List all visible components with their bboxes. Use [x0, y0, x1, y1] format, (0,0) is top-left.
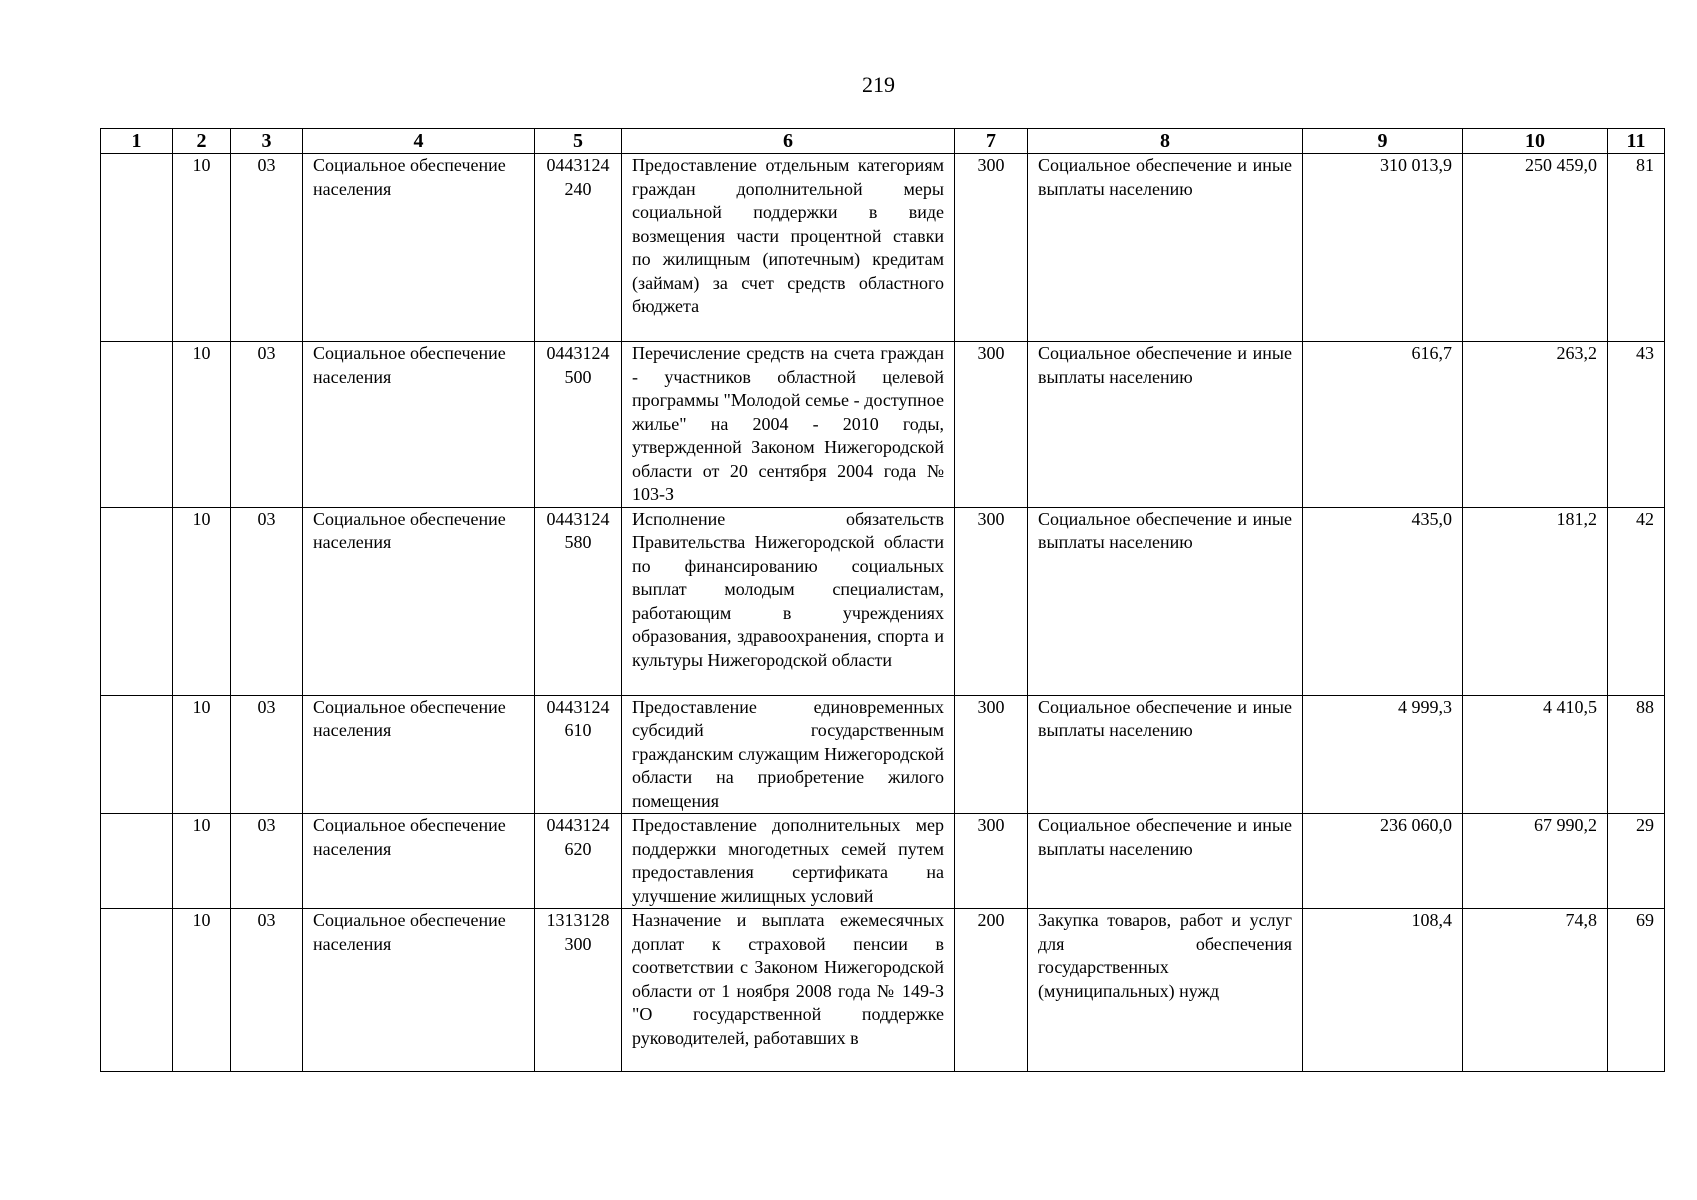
cell-expense-type-name: Социальное обеспечение и иные выплаты населению — [1028, 154, 1303, 342]
column-header-1: 1 — [101, 129, 173, 154]
cell-amount-planned: 4 999,3 — [1303, 695, 1463, 814]
cell-amount-planned: 310 013,9 — [1303, 154, 1463, 342]
cell-subsection-name: Социальное обеспечение населения — [303, 507, 535, 695]
cell-expense-type-name: Закупка товаров, работ и услуг для обеспечения государственных (муниципальных) нужд — [1028, 909, 1303, 1072]
cell-col1 — [101, 814, 173, 909]
cell-description: Исполнение обязательств Правительства Нижегородской области по финансированию социальных выплат молодым специалистам, работающим в учреждениях образования, здравоохранения, спорта и культуры Нижегородской области — [622, 507, 955, 695]
cell-section: 10 — [173, 342, 231, 508]
cell-subsection: 03 — [231, 909, 303, 1072]
column-header-7: 7 — [955, 129, 1028, 154]
cell-target-code: 0443124580 — [535, 507, 622, 695]
cell-expense-type: 300 — [955, 507, 1028, 695]
cell-percent: 29 — [1608, 814, 1665, 909]
cell-percent: 43 — [1608, 342, 1665, 508]
table-row — [101, 814, 1665, 909]
cell-col1 — [101, 909, 173, 1072]
cell-expense-type: 300 — [955, 814, 1028, 909]
table-row — [101, 507, 1665, 695]
cell-section: 10 — [173, 154, 231, 342]
cell-section: 10 — [173, 814, 231, 909]
cell-percent: 88 — [1608, 695, 1665, 814]
column-header-11: 11 — [1608, 129, 1665, 154]
cell-expense-type: 300 — [955, 695, 1028, 814]
cell-description: Предоставление дополнительных мер поддержки многодетных семей путем предоставления сертификата на улучшение жилищных условий — [622, 814, 955, 909]
cell-subsection: 03 — [231, 154, 303, 342]
table-row — [101, 695, 1665, 814]
cell-amount-planned: 616,7 — [1303, 342, 1463, 508]
cell-subsection-name: Социальное обеспечение населения — [303, 814, 535, 909]
cell-amount-planned: 236 060,0 — [1303, 814, 1463, 909]
cell-subsection-name: Социальное обеспечение населения — [303, 342, 535, 508]
cell-amount-executed: 250 459,0 — [1463, 154, 1608, 342]
cell-expense-type: 300 — [955, 154, 1028, 342]
cell-subsection: 03 — [231, 342, 303, 508]
cell-description: Предоставление единовременных субсидий государственным гражданским служащим Нижегородской области на приобретение жилого помещения — [622, 695, 955, 814]
cell-col1 — [101, 507, 173, 695]
header-row — [101, 129, 1665, 154]
cell-section: 10 — [173, 909, 231, 1072]
column-header-5: 5 — [535, 129, 622, 154]
cell-col1 — [101, 342, 173, 508]
cell-expense-type-name: Социальное обеспечение и иные выплаты населению — [1028, 695, 1303, 814]
cell-amount-planned: 435,0 — [1303, 507, 1463, 695]
budget-table — [100, 128, 1665, 1072]
cell-section: 10 — [173, 507, 231, 695]
cell-expense-type: 200 — [955, 909, 1028, 1072]
cell-expense-type-name: Социальное обеспечение и иные выплаты населению — [1028, 507, 1303, 695]
cell-percent: 69 — [1608, 909, 1665, 1072]
cell-subsection: 03 — [231, 507, 303, 695]
cell-col1 — [101, 154, 173, 342]
cell-subsection-name: Социальное обеспечение населения — [303, 695, 535, 814]
cell-amount-executed: 4 410,5 — [1463, 695, 1608, 814]
page-number: 219 — [862, 72, 895, 97]
table-row — [101, 342, 1665, 508]
column-header-9: 9 — [1303, 129, 1463, 154]
column-header-3: 3 — [231, 129, 303, 154]
table-row — [101, 909, 1665, 1072]
cell-description — [622, 909, 955, 1072]
cell-expense-type-name: Социальное обеспечение и иные выплаты населению — [1028, 342, 1303, 508]
cell-target-code: 0443124240 — [535, 154, 622, 342]
column-header-10: 10 — [1463, 129, 1608, 154]
cell-subsection: 03 — [231, 814, 303, 909]
column-header-4: 4 — [303, 129, 535, 154]
cell-target-code: 0443124620 — [535, 814, 622, 909]
cell-subsection: 03 — [231, 695, 303, 814]
cell-amount-executed: 263,2 — [1463, 342, 1608, 508]
cell-description: Предоставление отдельным категориям граждан дополнительной меры социальной поддержки в виде возмещения части процентной ставки по жилищным (ипотечным) кредитам (займам) за счет средств областного бюджета — [622, 154, 955, 342]
cell-subsection-name: Социальное обеспечение населения — [303, 154, 535, 342]
cell-expense-type: 300 — [955, 342, 1028, 508]
cell-percent: 81 — [1608, 154, 1665, 342]
table-row — [101, 154, 1665, 342]
cell-amount-executed: 74,8 — [1463, 909, 1608, 1072]
cell-amount-executed: 67 990,2 — [1463, 814, 1608, 909]
cell-description-text: Назначение и выплата ежемесячных доплат к страховой пенсии в соответствии с Законом Нижегородской области от 1 ноября 2008 года № 149-З "О государственной поддержке руководителей, работавших в — [632, 910, 944, 1048]
cell-col1 — [101, 695, 173, 814]
cell-target-code: 1313128300 — [535, 909, 622, 1072]
column-header-6: 6 — [622, 129, 955, 154]
column-header-8: 8 — [1028, 129, 1303, 154]
cell-target-code: 0443124500 — [535, 342, 622, 508]
cell-expense-type-name: Социальное обеспечение и иные выплаты населению — [1028, 814, 1303, 909]
cell-subsection-name: Социальное обеспечение населения — [303, 909, 535, 1072]
cell-amount-planned: 108,4 — [1303, 909, 1463, 1072]
column-header-2: 2 — [173, 129, 231, 154]
cell-description: Перечисление средств на счета граждан - участников областной целевой программы "Молодой семье - доступное жилье" на 2004 - 2010 годы, утвержденной Законом Нижегородской области от 20 сентября 2004 года № 103-З — [622, 342, 955, 508]
cell-amount-executed: 181,2 — [1463, 507, 1608, 695]
cell-target-code: 0443124610 — [535, 695, 622, 814]
cell-section: 10 — [173, 695, 231, 814]
cell-percent: 42 — [1608, 507, 1665, 695]
